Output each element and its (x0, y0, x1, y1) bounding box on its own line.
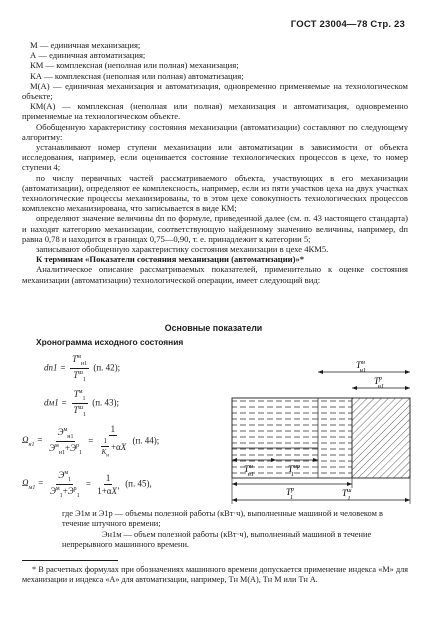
svg-text:Tмн1: $T^м$ н1 (356, 360, 366, 374)
dimension-T1-sh (232, 478, 410, 504)
dimension-T-H1-p (352, 376, 410, 390)
svg-text:Tш1: $T^ш$ 1 (342, 488, 352, 502)
definition-item: А — единичная автоматизация; (30, 50, 146, 61)
paragraph-algorithm: Обобщенную характеристику состояния механизации (автоматизации) составляют по следующему алгоритму: (22, 121, 408, 142)
svg-text:Tр1: $T^р$ 1 (286, 487, 295, 501)
chronogram-title: Хронограмма исходного состояния (36, 337, 184, 347)
paragraph-step-3: определяют значение величины dп по формуле, приведенной далее (см. п. 43 настоящего стандарта) и находят категорию механизации, соответствующую найденному значению величины, например, dп равна 0,78 и находится в границах 0,75—0,90, т. е. принадлежит к категории 5; (22, 213, 408, 244)
paragraph-step-2: по числу первичных частей рассматриваемого объекта, участвующих в его механизации (автоматизации), определяют ее комплексность, например, если из пяти участков цеха на двух участках технологические процессы механизированы, то в этом цехе совокупность технологических процессов комплексно механизирована, что записывается в виде КМ; (22, 172, 408, 214)
formula-d-m1 (44, 389, 119, 418)
formula-reference: (п. 44); (132, 435, 160, 446)
section-heading: Основные показатели (164, 323, 263, 333)
definition-item: КМ — комплексная (неполная или полная) механизация; (30, 60, 239, 71)
formula-reference: (п. 42); (93, 362, 121, 373)
paragraph-terms: К терминам «Показатели состояния механизации (автоматизации)»* (36, 254, 305, 265)
explanation-line: Эн1м — объем полезной работы (кВт·ч), выполненный машиной в течение непрерывного машинного времени. (62, 529, 372, 550)
paragraph-description: Аналитическое описание рассматриваемых показателей, применительно к оценке состояния механизации (автоматизации) технологической операции, имеет следующий вид: (22, 264, 408, 285)
time-bar (232, 398, 410, 478)
definition-item: М(А) — единичная механизация и автоматизация, одновременно применяемые на технологическом объекте; (22, 80, 408, 102)
fraction: $\frac{1}{1+\alpha X'}$ (97, 472, 119, 496)
paragraph-step-4: записывают обобщенную характеристику состояния механизации в цехе 4КМ5. (36, 244, 329, 255)
footnote-text: * В расчетных формулах при обозначениях машинного времени допускается применение индекса «М» для механизации и индекса «А» для автоматизации, например, Tн М(А), Tн М или Tн А. (22, 565, 408, 585)
definition-item: КМ(А) — комплексная (неполная или полная) механизация и автоматизация, одновременно применяемые на технологическом объекте. (22, 101, 408, 122)
svg-text:Tмн1: $T^м$ н1 (244, 464, 254, 478)
svg-text:Tмр1: $T^{мр}$ 1 (288, 464, 300, 478)
fraction: $\frac{T^м_{н1}}{T^ш_1}$ (72, 354, 88, 383)
variables-explanation (62, 509, 408, 551)
body-text (22, 40, 408, 285)
fraction: 1 $\frac{1}{K_н}$ +αX (101, 424, 127, 459)
chronogram-diagram (222, 338, 418, 508)
formula-reference: (п. 43); (92, 397, 120, 408)
formula-lhs: dм1 = (44, 397, 68, 408)
paragraph-step-1: устанавливают номер ступени механизации или автоматизации в зависимости от объекта исследования, например, если оценивается состояние технологических процессов в цехе, то номер ступени 4; (22, 142, 408, 173)
fraction: $\frac{T^м_1}{T^ш_1}$ (73, 389, 86, 418)
formula-reference: (п. 45), (125, 478, 152, 489)
fraction: $\frac{Э^м_1}{Э^м_1+Э^р_1}$ (49, 470, 80, 499)
page-header: ГОСТ 23004—78 Стр. 23 (290, 19, 405, 30)
fraction: $\frac{Э^м_{н1}}{Э^м_{н1}+Э^р_1}$ (49, 426, 82, 456)
formula-lhs: dп1 = (44, 362, 66, 373)
dimension-T-H1 (318, 360, 410, 374)
definition-item: М — единичная механизация; (30, 40, 141, 50)
svg-text:Tрн1: $T^р$ н1 (374, 376, 384, 390)
definition-item: КА — комплексная (неполная или полная) автоматизация; (30, 70, 244, 81)
footnote (22, 560, 408, 585)
explanation-line: где Э1м и Э1р — объемы полезной работы (кВт·ч), выполненные машиной и человеком в течение штучного времени; (62, 509, 383, 529)
formula-d-p1 (44, 354, 120, 383)
formula-omega-n1: $\Omega_{н1}$ = $\frac{Э^м_{н1}}{Э^м_{н1}+Э^р_1}$ = 1 $\frac{1}{K_н}$ +αX (п. 44); (22, 424, 160, 459)
footnote-rule (22, 560, 118, 561)
formula-omega-m1: $\Omega_{м1}$ = $\frac{Э^м_1}{Э^м_1+Э^р_1}$ = $\frac{1}{1+\alpha X'}$ (п. 45), (22, 470, 152, 499)
